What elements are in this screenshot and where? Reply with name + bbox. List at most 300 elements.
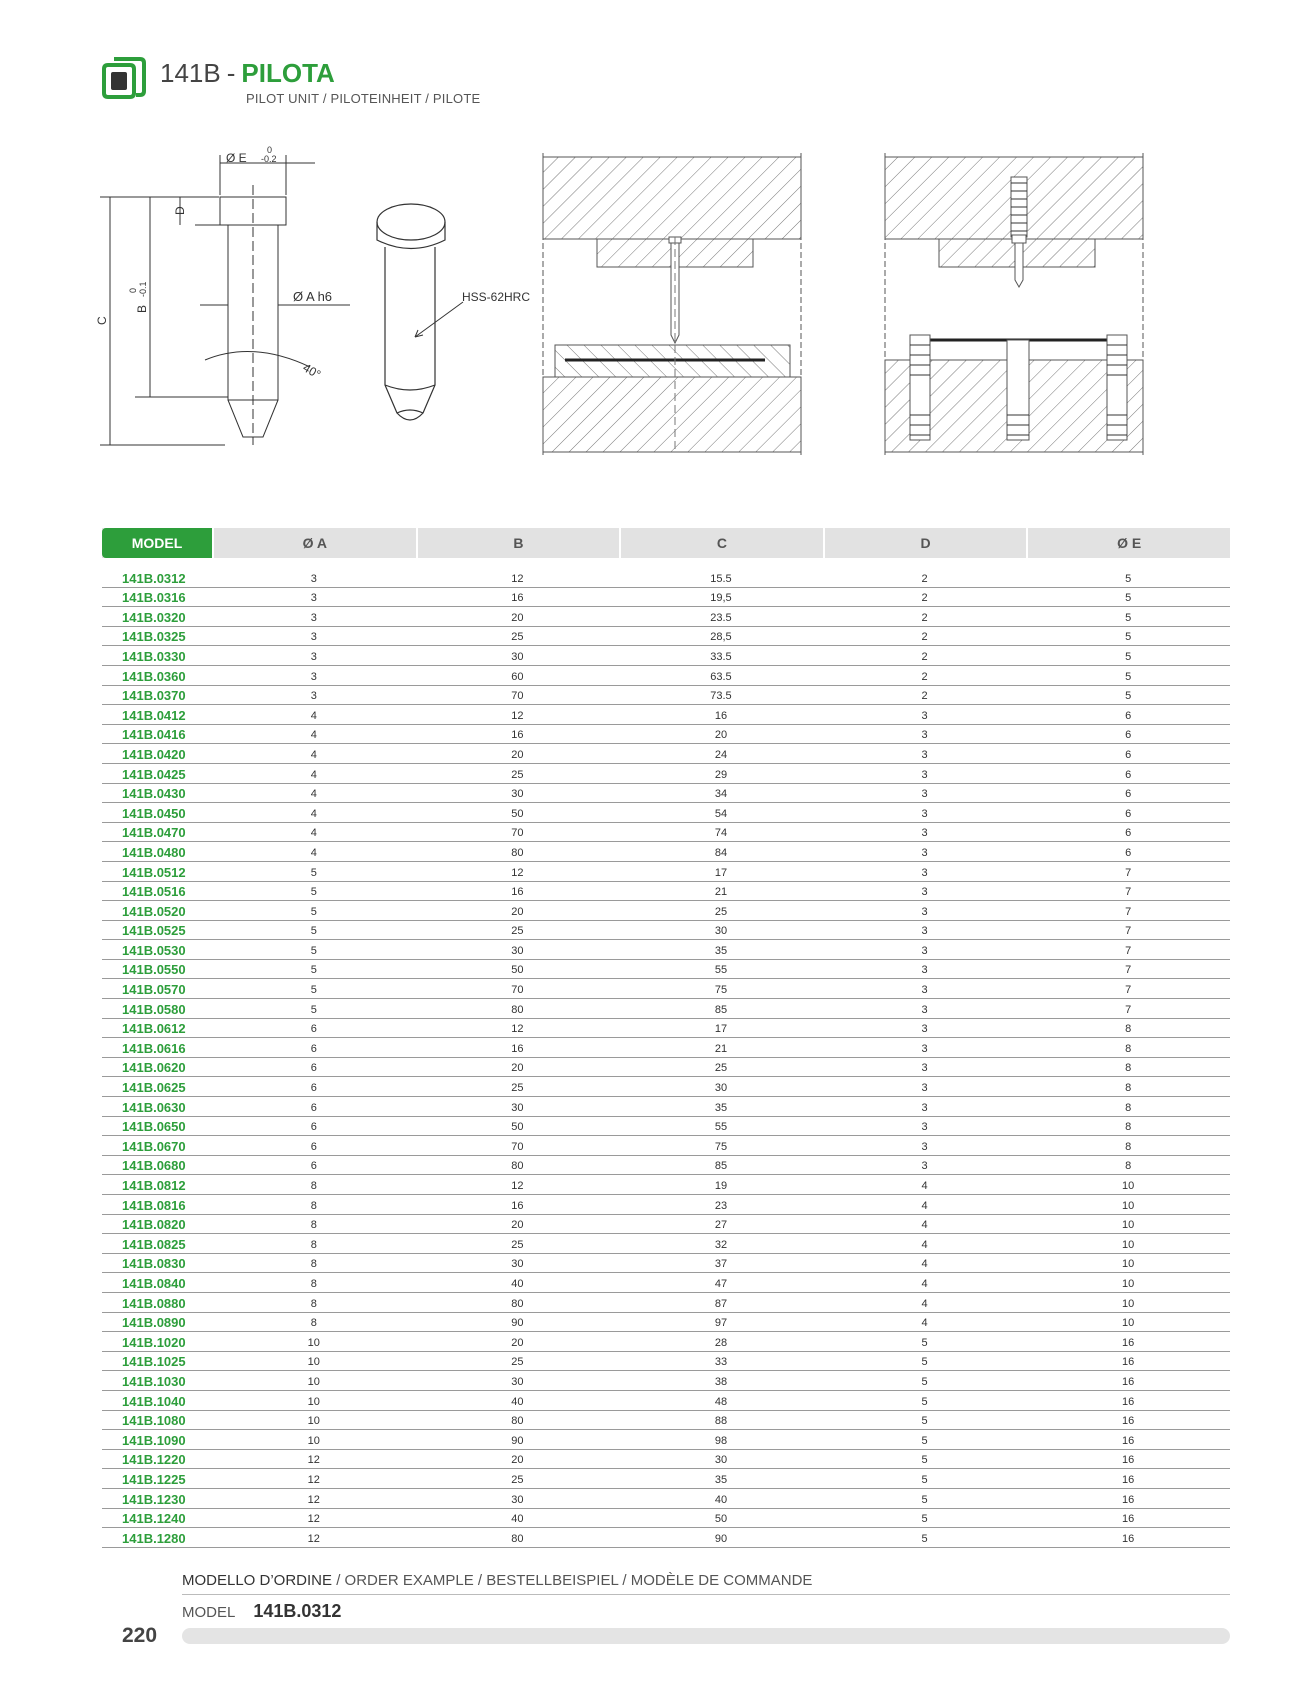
cell-c: 97: [714, 1317, 728, 1330]
cell-c: 32: [714, 1238, 728, 1251]
dim-b-tol-top: 0: [128, 287, 138, 293]
cell-model: 141B.0512: [122, 864, 186, 880]
cell-a: 12: [307, 1493, 320, 1506]
cell-c: 74: [714, 827, 728, 840]
cell-b: 50: [511, 964, 524, 977]
cell-e: 5: [1125, 611, 1132, 624]
cell-d: 3: [921, 1121, 928, 1134]
cell-c: 28: [714, 1336, 728, 1349]
cell-b: 12: [511, 1180, 524, 1192]
cell-d: 3: [921, 768, 928, 781]
cell-d: 4: [921, 1238, 928, 1251]
cell-model: 141B.0816: [122, 1197, 186, 1213]
cell-a: 12: [307, 1473, 320, 1486]
cell-c: 90: [714, 1532, 728, 1545]
cell-a: 6: [310, 1062, 317, 1075]
cell-b: 25: [511, 768, 524, 781]
table-row: [102, 725, 1230, 745]
assembly-section-view-2: [885, 153, 1143, 455]
table-row: [102, 1038, 1230, 1058]
cell-e: 6: [1125, 846, 1132, 859]
technical-drawing: [95, 145, 1235, 495]
cell-d: 3: [921, 788, 928, 801]
table-row: [102, 764, 1230, 784]
cell-b: 30: [511, 944, 524, 957]
cell-a: 12: [307, 1454, 320, 1467]
cell-b: 16: [511, 729, 524, 742]
cell-e: 6: [1125, 748, 1132, 761]
table-row: [102, 940, 1230, 960]
cell-b: 16: [511, 1199, 524, 1212]
cell-d: 4: [921, 1180, 928, 1192]
cell-model: 141B.0550: [122, 962, 186, 978]
table-row: [102, 1489, 1230, 1509]
cell-b: 25: [511, 1238, 524, 1251]
order-label-main: MODELLO D’ORDINE: [182, 1572, 333, 1589]
cell-a: 4: [310, 846, 317, 859]
cell-model: 141B.1230: [122, 1491, 186, 1507]
cell-d: 5: [921, 1395, 928, 1408]
table-row: [102, 1528, 1230, 1548]
cell-a: 10: [307, 1415, 320, 1428]
cell-e: 7: [1125, 1003, 1132, 1016]
table-row: [102, 1332, 1230, 1352]
cell-d: 3: [921, 1062, 928, 1075]
cell-b: 80: [511, 1415, 524, 1428]
cell-b: 70: [511, 1140, 524, 1153]
cell-model: 141B.0530: [122, 942, 186, 958]
table-row: [102, 1175, 1230, 1195]
cell-d: 3: [921, 984, 928, 997]
cell-b: 30: [511, 1493, 524, 1506]
cell-model: 141B.0612: [122, 1021, 186, 1037]
cell-model: 141B.0480: [122, 844, 186, 860]
cell-d: 4: [921, 1199, 928, 1212]
cell-a: 3: [310, 690, 317, 703]
cell-a: 10: [307, 1434, 320, 1447]
cell-model: 141B.0830: [122, 1256, 186, 1272]
table-row: [102, 842, 1230, 862]
cell-c: 47: [714, 1277, 728, 1290]
cell-d: 3: [921, 748, 928, 761]
cell-model: 141B.1240: [122, 1511, 186, 1527]
cell-d: 2: [921, 650, 928, 663]
cell-b: 80: [511, 1532, 524, 1545]
table-row: [102, 1430, 1230, 1450]
cell-a: 12: [307, 1513, 320, 1526]
cell-e: 16: [1122, 1375, 1135, 1388]
cell-a: 3: [310, 611, 317, 624]
cell-model: 141B.1030: [122, 1373, 186, 1389]
cell-d: 5: [921, 1336, 928, 1349]
cell-c: 24: [714, 748, 728, 761]
cell-a: 10: [307, 1375, 320, 1388]
cell-e: 7: [1125, 964, 1132, 977]
cell-e: 16: [1122, 1513, 1135, 1526]
cell-model: 141B.1040: [122, 1393, 186, 1409]
order-example: [182, 1572, 1230, 1622]
cell-b: 16: [511, 886, 524, 899]
column-header-model: MODEL: [102, 528, 212, 558]
cell-model: 141B.0320: [122, 609, 186, 625]
cell-model: 141B.0650: [122, 1119, 186, 1135]
cell-e: 16: [1122, 1415, 1135, 1428]
cell-d: 3: [921, 827, 928, 840]
cell-e: 16: [1122, 1532, 1135, 1545]
dim-b-tol-bottom: -0.1: [138, 281, 148, 297]
cell-e: 8: [1125, 1160, 1132, 1173]
cell-e: 8: [1125, 1121, 1132, 1134]
cell-d: 3: [921, 944, 928, 957]
cell-a: 3: [310, 670, 317, 683]
cell-c: 88: [714, 1415, 728, 1428]
table-row: [102, 979, 1230, 999]
table-row: [102, 744, 1230, 764]
cell-a: 12: [307, 1532, 320, 1545]
table-row: [102, 1254, 1230, 1274]
cell-a: 6: [310, 1023, 317, 1036]
cell-c: 21: [714, 886, 728, 899]
cell-model: 141B.0890: [122, 1315, 186, 1331]
cell-e: 7: [1125, 984, 1132, 997]
cell-e: 8: [1125, 1082, 1132, 1095]
cell-b: 20: [511, 905, 524, 918]
cell-e: 5: [1125, 592, 1132, 605]
cell-c: 30: [714, 925, 728, 938]
cell-d: 5: [921, 1434, 928, 1447]
cell-c: 55: [714, 1121, 728, 1134]
cell-d: 3: [921, 866, 928, 879]
cell-d: 2: [921, 631, 928, 644]
cell-model: 141B.0620: [122, 1060, 186, 1076]
page-subtitle: PILOT UNIT / PILOTEINHEIT / PILOTE: [246, 91, 481, 106]
cell-c: 17: [714, 866, 728, 879]
page-number: 220: [122, 1624, 158, 1647]
cell-b: 60: [511, 670, 524, 683]
cell-model: 141B.1090: [122, 1432, 186, 1448]
cell-d: 2: [921, 670, 928, 683]
cell-e: 8: [1125, 1023, 1132, 1036]
cell-a: 3: [310, 650, 317, 663]
cell-b: 40: [511, 1395, 524, 1408]
cell-a: 6: [310, 1101, 317, 1114]
dim-a-label: Ø A h6: [293, 289, 333, 304]
cell-e: 8: [1125, 1101, 1132, 1114]
product-code: 141B: [160, 58, 221, 88]
cell-a: 4: [310, 709, 317, 722]
cell-e: 5: [1125, 670, 1132, 683]
cell-c: 55: [714, 964, 728, 977]
cell-b: 12: [511, 866, 524, 879]
cell-model: 141B.0325: [122, 629, 186, 645]
cell-model: 141B.0450: [122, 805, 186, 821]
cell-model: 141B.0420: [122, 746, 186, 762]
table-row: [102, 999, 1230, 1019]
cell-d: 4: [921, 1277, 928, 1290]
table-row: [102, 1136, 1230, 1156]
table-row: [102, 823, 1230, 843]
dim-e-label: Ø E: [226, 151, 247, 165]
table-row: [102, 1313, 1230, 1333]
cell-e: 16: [1122, 1434, 1135, 1447]
cell-b: 25: [511, 1082, 524, 1095]
cell-model: 141B.0670: [122, 1138, 186, 1154]
cell-a: 5: [310, 905, 317, 918]
cell-d: 3: [921, 1160, 928, 1173]
cell-d: 5: [921, 1375, 928, 1388]
cell-a: 8: [310, 1180, 317, 1192]
material-label: HSS-62HRC: [462, 290, 531, 304]
cell-a: 5: [310, 964, 317, 977]
cell-e: 6: [1125, 729, 1132, 742]
cell-c: 40: [714, 1493, 728, 1506]
cell-model: 141B.0812: [122, 1178, 186, 1193]
cell-b: 70: [511, 690, 524, 703]
table-row: [102, 1371, 1230, 1391]
cell-b: 25: [511, 925, 524, 938]
dim-d-label: D: [173, 206, 187, 215]
cell-a: 6: [310, 1140, 317, 1153]
table-row: [102, 1156, 1230, 1176]
cell-b: 25: [511, 1473, 524, 1486]
column-header-e: Ø E: [1026, 528, 1230, 558]
cell-a: 3: [310, 592, 317, 605]
cell-c: 33.5: [710, 650, 732, 663]
table-row: [102, 1117, 1230, 1137]
cell-a: 4: [310, 807, 317, 820]
cell-a: 6: [310, 1160, 317, 1173]
cell-d: 3: [921, 1023, 928, 1036]
cell-c: 33: [714, 1356, 728, 1369]
cell-model: 141B.0412: [122, 707, 186, 723]
cell-d: 4: [921, 1258, 928, 1271]
cell-d: 4: [921, 1317, 928, 1330]
cell-model: 141B.0625: [122, 1080, 186, 1096]
cell-a: 8: [310, 1258, 317, 1271]
table-row: [102, 666, 1230, 686]
cell-a: 3: [310, 631, 317, 644]
cell-b: 50: [511, 807, 524, 820]
cell-model: 141B.0430: [122, 786, 186, 802]
cell-a: 8: [310, 1219, 317, 1232]
cell-d: 3: [921, 807, 928, 820]
page-title: [160, 58, 335, 89]
cell-a: 4: [310, 729, 317, 742]
cell-c: 15.5: [710, 572, 732, 585]
cell-e: 16: [1122, 1493, 1135, 1506]
cell-a: 10: [307, 1336, 320, 1349]
cell-b: 30: [511, 1258, 524, 1271]
assembly-section-view-1: [543, 153, 801, 455]
cell-c: 29: [714, 768, 728, 781]
table-row: [102, 1058, 1230, 1078]
cell-e: 6: [1125, 768, 1132, 781]
cell-c: 20: [714, 729, 728, 742]
title-dash: -: [226, 58, 236, 88]
cell-c: 16: [714, 709, 728, 722]
cell-e: 5: [1125, 690, 1132, 703]
cell-c: 34: [714, 788, 728, 801]
cell-a: 4: [310, 748, 317, 761]
cell-a: 5: [310, 1003, 317, 1016]
cell-model: 141B.0316: [122, 590, 186, 606]
cell-c: 25: [714, 905, 728, 918]
footer-bar: [182, 1628, 1230, 1644]
table-row: [102, 1391, 1230, 1411]
cell-d: 4: [921, 1297, 928, 1310]
cell-b: 25: [511, 631, 524, 644]
cell-c: 48: [714, 1395, 728, 1408]
table-row: [102, 1195, 1230, 1215]
table-row: [102, 1469, 1230, 1489]
cell-b: 70: [511, 827, 524, 840]
cell-b: 40: [511, 1513, 524, 1526]
table-row: [102, 568, 1230, 588]
cell-e: 10: [1122, 1258, 1135, 1271]
cell-d: 3: [921, 729, 928, 742]
cell-model: 141B.0820: [122, 1217, 186, 1233]
cell-a: 3: [310, 572, 317, 585]
table-row: [102, 960, 1230, 980]
cell-a: 4: [310, 788, 317, 801]
table-row: [102, 607, 1230, 627]
cell-e: 7: [1125, 905, 1132, 918]
cell-model: 141B.0516: [122, 884, 186, 900]
cell-c: 27: [714, 1219, 728, 1232]
table-row: [102, 646, 1230, 666]
cell-a: 10: [307, 1395, 320, 1408]
cell-model: 141B.0825: [122, 1236, 186, 1252]
cell-model: 141B.0370: [122, 688, 186, 704]
cell-model: 141B.0580: [122, 1001, 186, 1017]
cell-c: 73.5: [710, 690, 732, 703]
table-row: [102, 588, 1230, 608]
cell-c: 85: [714, 1160, 728, 1173]
table-row: [102, 1234, 1230, 1254]
column-header-c: C: [619, 528, 823, 558]
cell-model: 141B.0312: [122, 570, 186, 586]
cell-d: 5: [921, 1356, 928, 1369]
cell-model: 141B.0525: [122, 923, 186, 939]
cell-model: 141B.0880: [122, 1295, 186, 1311]
cell-e: 10: [1122, 1219, 1135, 1232]
cell-b: 80: [511, 1297, 524, 1310]
table-row: [102, 1450, 1230, 1470]
cell-e: 10: [1122, 1277, 1135, 1290]
cell-e: 7: [1125, 866, 1132, 879]
cell-d: 3: [921, 886, 928, 899]
table-row: [102, 882, 1230, 902]
cell-model: 141B.0630: [122, 1099, 186, 1115]
cell-a: 5: [310, 944, 317, 957]
cell-e: 7: [1125, 944, 1132, 957]
cell-e: 16: [1122, 1356, 1135, 1369]
order-example-heading: [182, 1572, 1230, 1595]
cell-b: 12: [511, 572, 524, 585]
table-row: [102, 1352, 1230, 1372]
dim-b-label: B: [135, 304, 149, 313]
cell-d: 3: [921, 964, 928, 977]
cell-d: 3: [921, 1101, 928, 1114]
cell-d: 5: [921, 1532, 928, 1545]
cell-d: 2: [921, 611, 928, 624]
cell-c: 98: [714, 1434, 728, 1447]
product-name: PILOTA: [241, 58, 335, 88]
cell-c: 30: [714, 1454, 728, 1467]
cell-d: 4: [921, 1219, 928, 1232]
cell-c: 30: [714, 1082, 728, 1095]
cell-b: 80: [511, 1003, 524, 1016]
table-row: [102, 1273, 1230, 1293]
cell-b: 30: [511, 788, 524, 801]
cell-c: 63.5: [710, 670, 732, 683]
pilot-3d-view: [377, 204, 445, 420]
cell-d: 3: [921, 1003, 928, 1016]
cell-c: 19,5: [710, 592, 732, 605]
cell-e: 5: [1125, 631, 1132, 644]
cell-c: 87: [714, 1297, 728, 1310]
cell-model: 141B.1080: [122, 1413, 186, 1429]
cell-d: 2: [921, 572, 928, 585]
table-row: [102, 1293, 1230, 1313]
cell-e: 16: [1122, 1473, 1135, 1486]
cell-model: 141B.0570: [122, 982, 186, 998]
cell-e: 7: [1125, 886, 1132, 899]
cell-b: 20: [511, 1336, 524, 1349]
cell-b: 80: [511, 1160, 524, 1173]
cell-c: 75: [714, 1140, 728, 1153]
cell-a: 10: [307, 1356, 320, 1369]
cell-a: 5: [310, 925, 317, 938]
cell-b: 12: [511, 1023, 524, 1036]
column-header-b: B: [416, 528, 620, 558]
cell-d: 3: [921, 1082, 928, 1095]
cell-e: 8: [1125, 1042, 1132, 1055]
cell-c: 25: [714, 1062, 728, 1075]
cell-a: 4: [310, 827, 317, 840]
cell-c: 50: [714, 1513, 728, 1526]
table-row: [102, 1215, 1230, 1235]
cell-d: 5: [921, 1493, 928, 1506]
cell-c: 23.5: [710, 611, 732, 624]
column-header-a: Ø A: [212, 528, 416, 558]
cell-a: 6: [310, 1121, 317, 1134]
angle-label: 40°: [300, 360, 324, 382]
cell-model: 141B.0616: [122, 1040, 186, 1056]
cell-model: 141B.1025: [122, 1354, 186, 1370]
cell-e: 5: [1125, 650, 1132, 663]
table-row: [102, 784, 1230, 804]
cell-model: 141B.0425: [122, 766, 186, 782]
cell-d: 5: [921, 1415, 928, 1428]
cell-c: 23: [714, 1199, 728, 1212]
cell-b: 90: [511, 1434, 524, 1447]
cell-c: 75: [714, 984, 728, 997]
cell-a: 8: [310, 1297, 317, 1310]
cell-model: 141B.1225: [122, 1471, 186, 1487]
cell-a: 5: [310, 886, 317, 899]
cell-b: 30: [511, 1101, 524, 1114]
cell-a: 6: [310, 1082, 317, 1095]
cell-model: 141B.1020: [122, 1334, 186, 1350]
cell-c: 54: [714, 807, 728, 820]
brand-logo-icon: [100, 55, 146, 101]
cell-b: 50: [511, 1121, 524, 1134]
table-row: [102, 1509, 1230, 1529]
cell-model: 141B.0416: [122, 727, 186, 743]
cell-a: 8: [310, 1277, 317, 1290]
cell-e: 6: [1125, 807, 1132, 820]
